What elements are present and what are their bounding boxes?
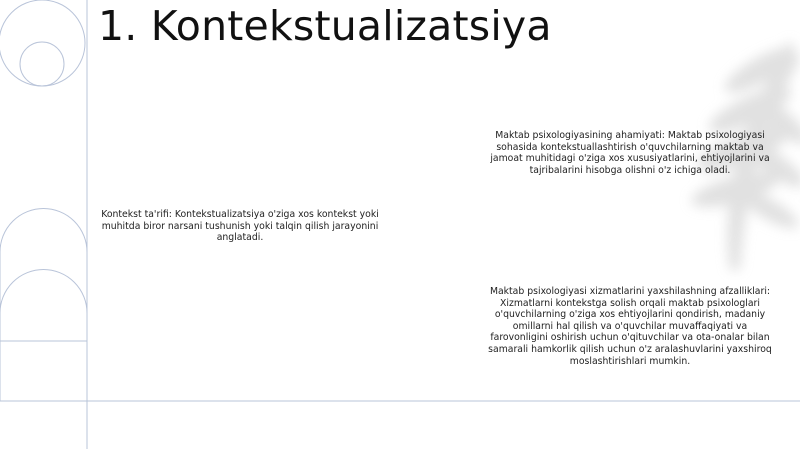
upper-arch-decoration — [0, 208, 87, 401]
slide-title: 1. Kontekstualizatsiya — [98, 2, 552, 50]
definition-text: Kontekst ta'rifi: Kontekstualizatsiya o'ziga xos kontekst yoki muhitda biror narsani tushunish yoki talqin qilish jarayonini anglatadi. — [101, 209, 379, 244]
inner-circle-decoration — [20, 42, 64, 86]
advantages-text: Maktab psixologiyasi xizmatlarini yaxshilashning afzalliklari: Xizmatlarni kontekstga solish orqali maktab psixologlari o'quvchilarning o'ziga xos ehtiyojlarini qondirish, madaniy omillarni hal qilish va o'quvchilar muvaffaqiyati va farovonligini oshirish uchun o'qituvchilar va ota-onalar bilan samarali hamkorlik qilish uchun o'z aralashuvlarini yaxshiroq moslashtirishlari mumkin. — [488, 286, 772, 367]
outer-circle-decoration — [0, 0, 85, 86]
lower-arch-decoration — [0, 270, 87, 402]
importance-text: Maktab psixologiyasining ahamiyati: Maktab psixologiyasi sohasida kontekstuallashtirish o'quvchilarning maktab va jamoat muhitidagi o'ziga xos xususiyatlarini, ehtiyojlarini va tajribalarini hisobga olishni o'z ichiga oladi. — [490, 130, 770, 176]
